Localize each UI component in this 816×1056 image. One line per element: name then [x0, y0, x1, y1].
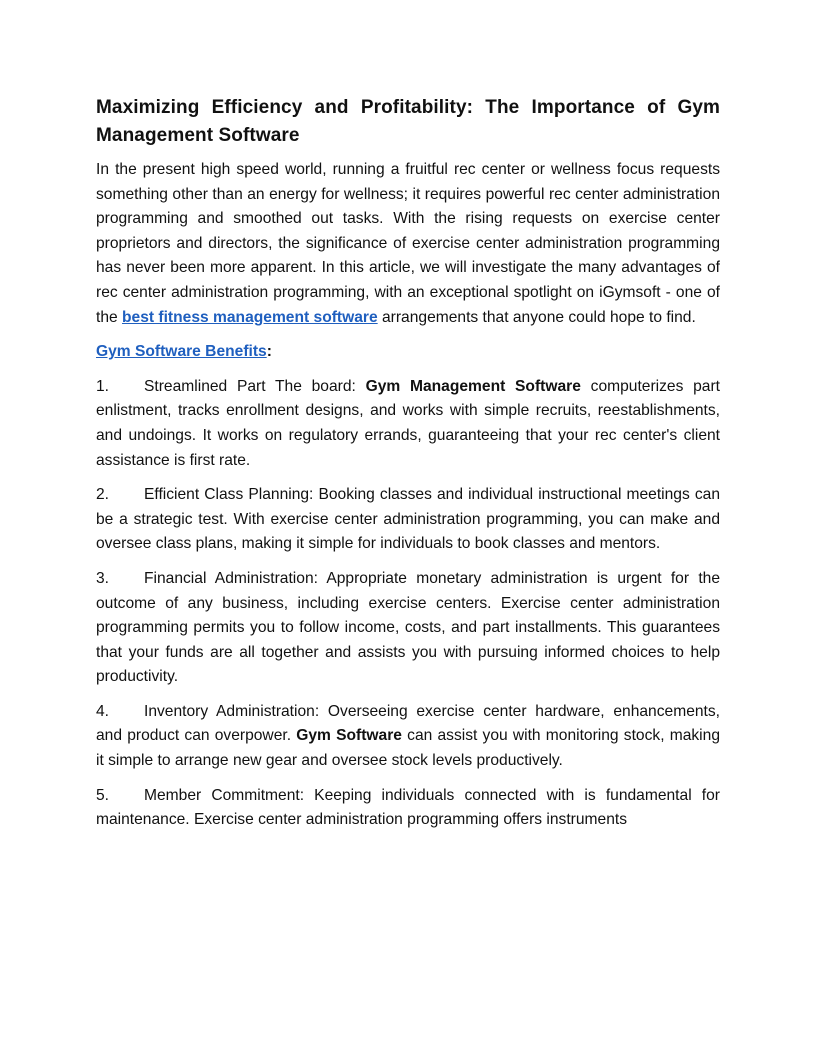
- document-title: Maximizing Efficiency and Profitability: The Importance of Gym Management Software: [96, 97, 720, 146]
- benefits-heading: [96, 340, 720, 365]
- item-text-before-bold: Inventory Administration: Overseeing exercise center hardware, enhancements, and product can overpower.: [96, 702, 720, 745]
- document-page: [96, 94, 720, 843]
- gym-software-benefits-link[interactable]: Gym Software Benefits: [96, 343, 267, 361]
- item-number: 3.: [96, 569, 110, 587]
- intro-paragraph: [96, 158, 720, 330]
- item-text-before-bold: Streamlined Part The board:: [144, 377, 366, 395]
- item-number: 2.: [96, 486, 110, 504]
- intro-text-after-link: arrangements that anyone could hope to find.: [377, 308, 696, 326]
- item-number: 1.: [96, 377, 110, 395]
- intro-text-before-link: In the present high speed world, running a fruitful rec center or wellness focus requests something other than an energy for wellness; it requires powerful rec center administration programming and smoothed out tasks. With the rising requests on exercise center proprietors and directors, the significance of exercise center administration programming has never been more apparent. In this article, we will investigate the many advantages of rec center administration programming, with an exceptional spotlight on iGymsoft - one of the: [96, 161, 720, 326]
- item-text-after-bold: can assist you with monitoring stock, making it simple to arrange new gear and oversee stock levels productively.: [96, 727, 720, 770]
- benefits-heading-suffix: :: [266, 343, 272, 361]
- benefit-item-4: [96, 700, 720, 774]
- item-text: Financial Administration: Appropriate monetary administration is urgent for the outcome of any business, including exercise centers. Exercise center administration programming permits you to follow income, costs, and part installments. This guarantees that your funds are all together and assists you with pursuing informed choices to help productivity.: [96, 569, 720, 686]
- item-bold-text: Gym Software: [296, 727, 402, 745]
- item-number: 5.: [96, 786, 110, 804]
- benefit-item-2: [96, 483, 720, 557]
- fitness-software-link[interactable]: best fitness management software: [122, 308, 378, 326]
- item-text-after-bold: computerizes part enlistment, tracks enrollment designs, and works with simple recruits, reestablishments, and undoings. It works on regulatory errands, guaranteeing that your rec center's client assistance is first rate.: [96, 377, 720, 469]
- benefit-item-5: [96, 784, 720, 833]
- item-bold-text: Gym Management Software: [365, 377, 581, 395]
- item-text: Member Commitment: Keeping individuals connected with is fundamental for maintenance. Exercise center administration programming offers instruments: [96, 786, 720, 829]
- item-number: 4.: [96, 702, 110, 720]
- benefit-item-3: [96, 567, 720, 690]
- item-text: Efficient Class Planning: Booking classes and individual instructional meetings can be a strategic test. With exercise center administration programming, you can make and oversee class plans, making it simple for individuals to book classes and mentors.: [96, 486, 720, 553]
- benefit-item-1: [96, 375, 720, 473]
